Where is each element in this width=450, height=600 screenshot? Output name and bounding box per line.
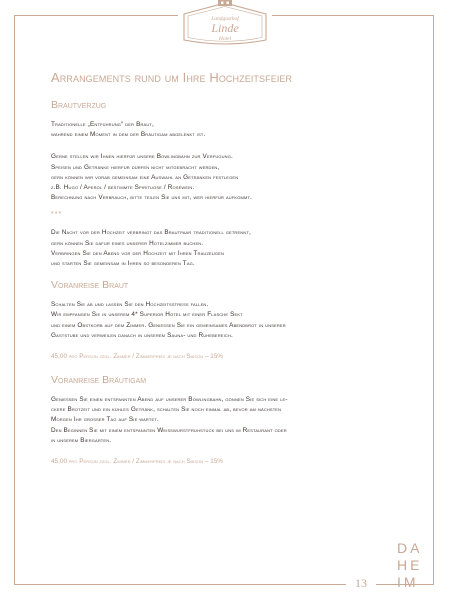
hotel-logo <box>178 0 272 46</box>
page-number: 13 <box>346 576 376 591</box>
paragraph-line: Wir empfangen Sie in unserem 4* Superior Hotel mit einer Flasche Sekt <box>51 311 243 319</box>
paragraph-line: gern können Sie dafür eines unserer Hotelzimmer buchen. <box>51 239 204 247</box>
paragraph-line: z.B. Hugo / Aperol / bestimmte Spirituose / Roséwein. <box>51 184 195 192</box>
paragraph-line: Traditionelle „Entführung“ der Braut, <box>51 121 154 128</box>
paragraph-line: und einem Obstkorb auf dem Zimmer. Geniessen Sie ein gemeinsames Abendbrot in unserer <box>51 321 286 329</box>
paragraph-line: Berechnung nach Verbrauch, bitte teilen Sie uns mit, wer hierfür aufkommt. <box>51 194 252 202</box>
section-brautverzug <box>51 99 411 269</box>
paragraph-line: gern können wir vorab gemeinsam eine Auswahl an Getränken festlegen <box>51 173 239 181</box>
paragraph-line: während einem Moment in dem der Bräutigam abgelenkt ist. <box>51 131 206 139</box>
logo-line-2: Linde <box>211 21 239 35</box>
paragraph-line: Verbringen Sie den Abend vor der Hochzeit mit Ihren Trauzeugen <box>51 249 225 257</box>
section-heading: Voranreise Braut <box>51 279 129 292</box>
paragraph-line: Gaststube und verweilen danach in unserem Sauna- und Ruhebereich. <box>51 331 233 339</box>
logo-line-1: Landgasthof <box>211 16 239 22</box>
price-line: 45,00 pro Person zzgl. Zimmer / Zimmerpreis je nach Saison – 15% <box>51 458 223 466</box>
logo-emblem <box>178 0 272 46</box>
page-content <box>51 70 411 465</box>
paragraph-line: Die Nacht vor der Hochzeit verbringt das Brautpaar traditionell getrennt, <box>51 229 251 237</box>
paragraph-line: Den Beginnen Sie mit einem entspannten Weißwurstfrühstück bei uns im Restaurant oder <box>51 426 287 434</box>
page-title: Arrangements rund um Ihre Hochzeitsfeier <box>51 70 293 85</box>
daheim-line: IM <box>397 574 419 590</box>
section-voranreise-braeutigam <box>51 374 411 465</box>
paragraph-line: Speisen und Getränke hierfür dürfen nicht mitgebracht werden, <box>51 163 220 171</box>
paragraph-line: Gerne stellen wir Ihnen hierfür unsere Bowlingbahn zur Verfügung. <box>51 153 233 161</box>
paragraph-line: und starten Sie gemeinsam in Ihren so besonderen Tag. <box>51 260 195 268</box>
daheim-wordmark <box>397 540 425 591</box>
paragraph-line: ckere Brotzeit und ein kühles Getränk, schalten Sie noch einmal ab, bevor am nächsten <box>51 406 282 414</box>
logo-line-3: Hotel <box>218 36 232 42</box>
paragraph-line: in unserem Biergarten. <box>51 436 112 444</box>
separator: *** <box>51 211 63 219</box>
paragraph-line: Genießen Sie einen entspannten Abend auf unserer Bowlingbahn, gönnen Sie sich eine le- <box>51 396 288 404</box>
section-heading: Brautverzug <box>51 99 107 111</box>
daheim-line: HE <box>397 557 423 573</box>
paragraph-line: Schalten Sie ab und lassen Sie den Hochzeitsstress fallen. <box>51 301 209 309</box>
daheim-line: DA <box>397 540 423 556</box>
paragraph-line: Morgen Ihr großer Tag auf Sie wartet. <box>51 416 159 424</box>
price-line: 45,00 pro Person zzgl. Zimmer / Zimmerpreis je nach Saison – 15% <box>51 353 223 361</box>
section-voranreise-braut <box>51 279 411 360</box>
section-heading: Voranreise Bräutigam <box>51 374 147 387</box>
